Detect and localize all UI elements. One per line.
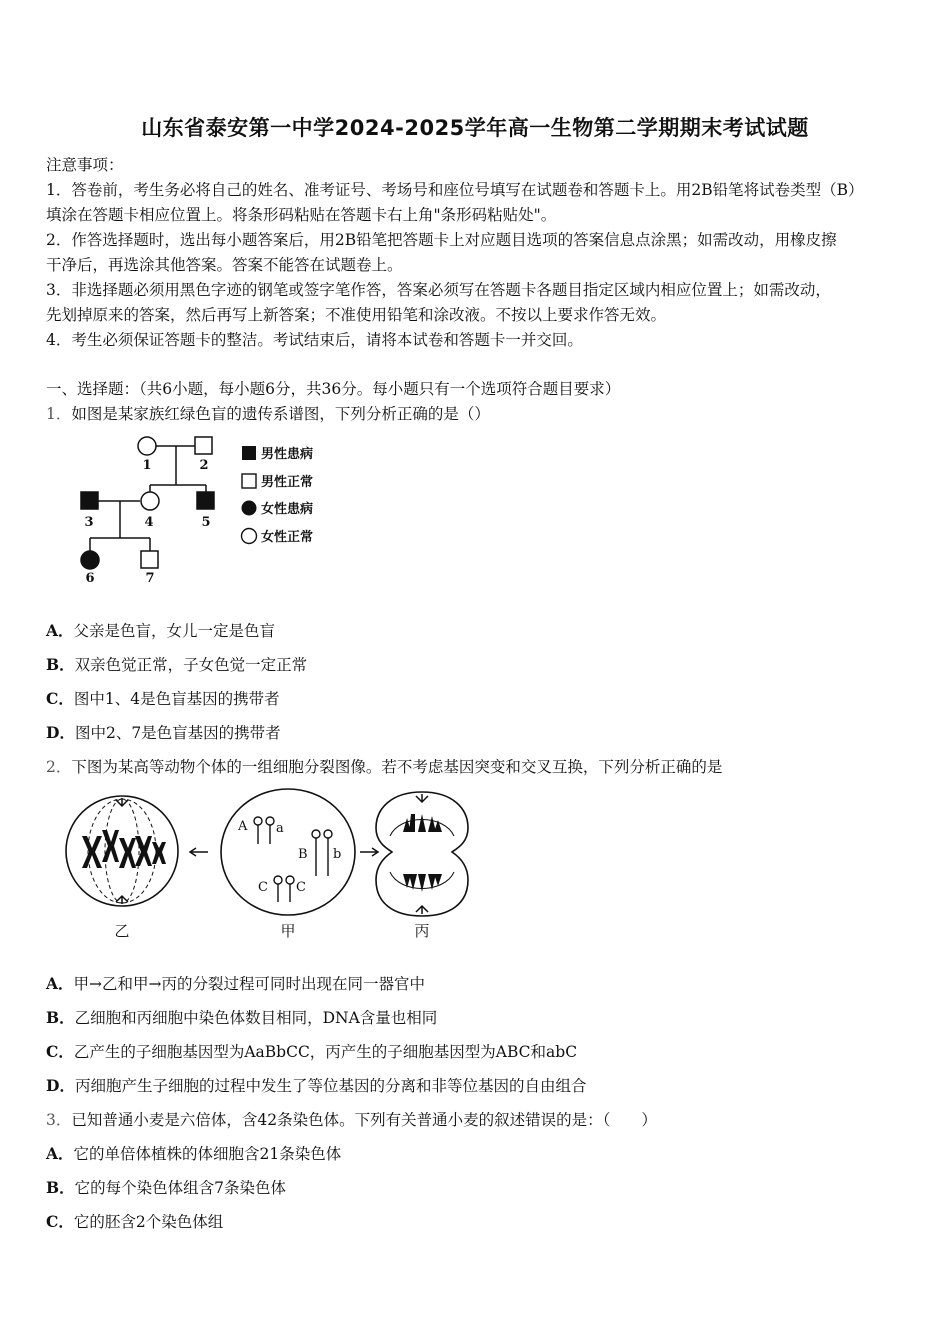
option-label: C． [46,1212,74,1231]
option-label: D． [46,723,75,742]
cell-yi [66,796,178,906]
cell-bing [376,792,468,916]
notice-line: 先划掉原来的答案，然后再写上新答案；不准使用铅笔和涂改液。不按以上要求作答无效。 [46,306,667,324]
option-text: 丙细胞产生子细胞的过程中发生了等位基因的分离和非等位基因的自由组合 [74,1077,587,1095]
cell-label-jia: 甲 [280,922,296,940]
option-label: C． [46,689,74,708]
option-text: 图中1、4是色盲基因的携带者 [73,690,280,708]
arrow-right-icon [360,848,378,856]
option-label: B． [46,1008,75,1027]
option-text: 双亲色觉正常，子女色觉一定正常 [74,656,308,674]
gene-label: C [258,880,268,895]
id-label: 5 [201,515,211,530]
question-number: 3． [46,1111,72,1129]
question-3-stem [46,1108,657,1130]
option-text: 乙产生的子细胞基因型为AaBbCC，丙产生的子细胞基因型为ABC和abC [73,1043,578,1061]
individual-4-normal-female [141,492,159,510]
cell-label-yi: 乙 [114,922,130,940]
individual-1-normal-female [138,437,156,455]
legend-affected-male-icon [242,446,256,460]
individual-3-affected-male [81,492,98,509]
option-label: B． [46,1178,75,1197]
gene-label: C [296,880,306,895]
id-label: 7 [145,571,155,586]
legend-label: 女性患病 [261,502,314,517]
option-label: A． [46,974,74,993]
option-text: 它的每个染色体组含7条染色体 [74,1179,286,1197]
question-text: 如图是某家族红绿色盲的遗传系谱图，下列分析正确的是（） [71,405,490,423]
option-label: A． [46,621,74,640]
notice-line: 2．作答选择题时，选出每小题答案后，用2B铅笔把答题卡上对应题目选项的答案信息点涂黑；如需改动，用橡皮擦 [46,231,837,249]
cell-division-figure [60,784,480,944]
option-text: 父亲是色盲，女儿一定是色盲 [73,622,276,640]
option-text: 它的胚含2个染色体组 [73,1213,224,1231]
arrow-left-icon [190,848,208,856]
question-text: 已知普通小麦是六倍体，含42条染色体。下列有关普通小麦的叙述错误的是：（ ） [71,1111,657,1129]
id-label: 6 [85,571,95,586]
question-number: 2． [46,758,72,776]
option-d[interactable] [46,1074,586,1096]
option-c[interactable] [46,1210,223,1232]
legend-normal-male-icon [242,474,256,488]
legend-label: 男性患病 [261,447,314,462]
option-a[interactable] [46,619,275,641]
option-label: D． [46,1076,75,1095]
legend-normal-female-icon [242,529,257,544]
section-heading: 一、选择题：（共6小题，每小题6分，共36分。每小题只有一个选项符合题目要求） [46,380,621,398]
option-text: 它的单倍体植株的体细胞含21条染色体 [73,1145,342,1163]
question-2-stem [46,755,722,777]
option-label: B． [46,655,75,674]
option-text: 乙细胞和丙细胞中染色体数目相同，DNA含量也相同 [74,1009,438,1027]
id-label: 4 [144,515,154,530]
id-label: 1 [142,458,152,473]
legend-label: 女性正常 [261,530,314,545]
individual-2-normal-male [195,437,212,454]
option-a[interactable] [46,1142,341,1164]
individual-5-affected-male [197,492,214,509]
id-label: 3 [84,515,94,530]
cell-jia [221,789,355,915]
option-b[interactable] [46,1176,286,1198]
option-label: C． [46,1042,74,1061]
notice-line: 填涂在答题卡相应位置上。将条形码粘贴在答题卡右上角"条形码粘贴处"。 [46,206,557,224]
individual-7-normal-male [141,551,158,568]
question-1-stem [46,402,490,424]
legend-affected-female-icon [242,501,257,516]
question-text: 下图为某高等动物个体的一组细胞分裂图像。若不考虑基因突变和交叉互换，下列分析正确的是 [71,758,723,776]
id-label: 2 [199,458,209,473]
gene-label: A [238,819,248,834]
option-c[interactable] [46,1040,577,1062]
gene-label: b [333,847,342,862]
page-title: 山东省泰安第一中学2024-2025学年高一生物第二学期期末考试试题 [141,116,809,140]
legend-label: 男性正常 [261,475,314,490]
option-a[interactable] [46,972,425,994]
notice-line: 干净后，再选涂其他答案。答案不能答在试题卷上。 [46,256,403,274]
notice-line: 3．非选择题必须用黑色字迹的钢笔或签字笔作答，答案必须写在答题卡各题目指定区域内相应位置上；如需改动， [46,281,831,299]
individual-6-affected-female [81,551,99,569]
cell-label-bing: 丙 [414,922,430,940]
option-d[interactable] [46,721,281,743]
option-label: A． [46,1144,74,1163]
notice-line: 4．考生必须保证答题卡的整洁。考试结束后，请将本试卷和答题卡一并交回。 [46,331,583,349]
question-number: 1． [46,405,72,423]
pedigree-chart [70,430,350,590]
notice-line: 1．答卷前，考生务必将自己的姓名、准考证号、考场号和座位号填写在试题卷和答题卡上。用2B铅笔将试卷类型（B） [46,181,864,199]
option-b[interactable] [46,1006,437,1028]
option-text: 图中2、7是色盲基因的携带者 [74,724,281,742]
notice-heading: 注意事项： [46,156,124,174]
gene-label: B [298,847,308,862]
option-b[interactable] [46,653,307,675]
option-c[interactable] [46,687,280,709]
option-text: 甲→乙和甲→丙的分裂过程可同时出现在同一器官中 [73,975,426,993]
gene-label: a [276,821,284,836]
